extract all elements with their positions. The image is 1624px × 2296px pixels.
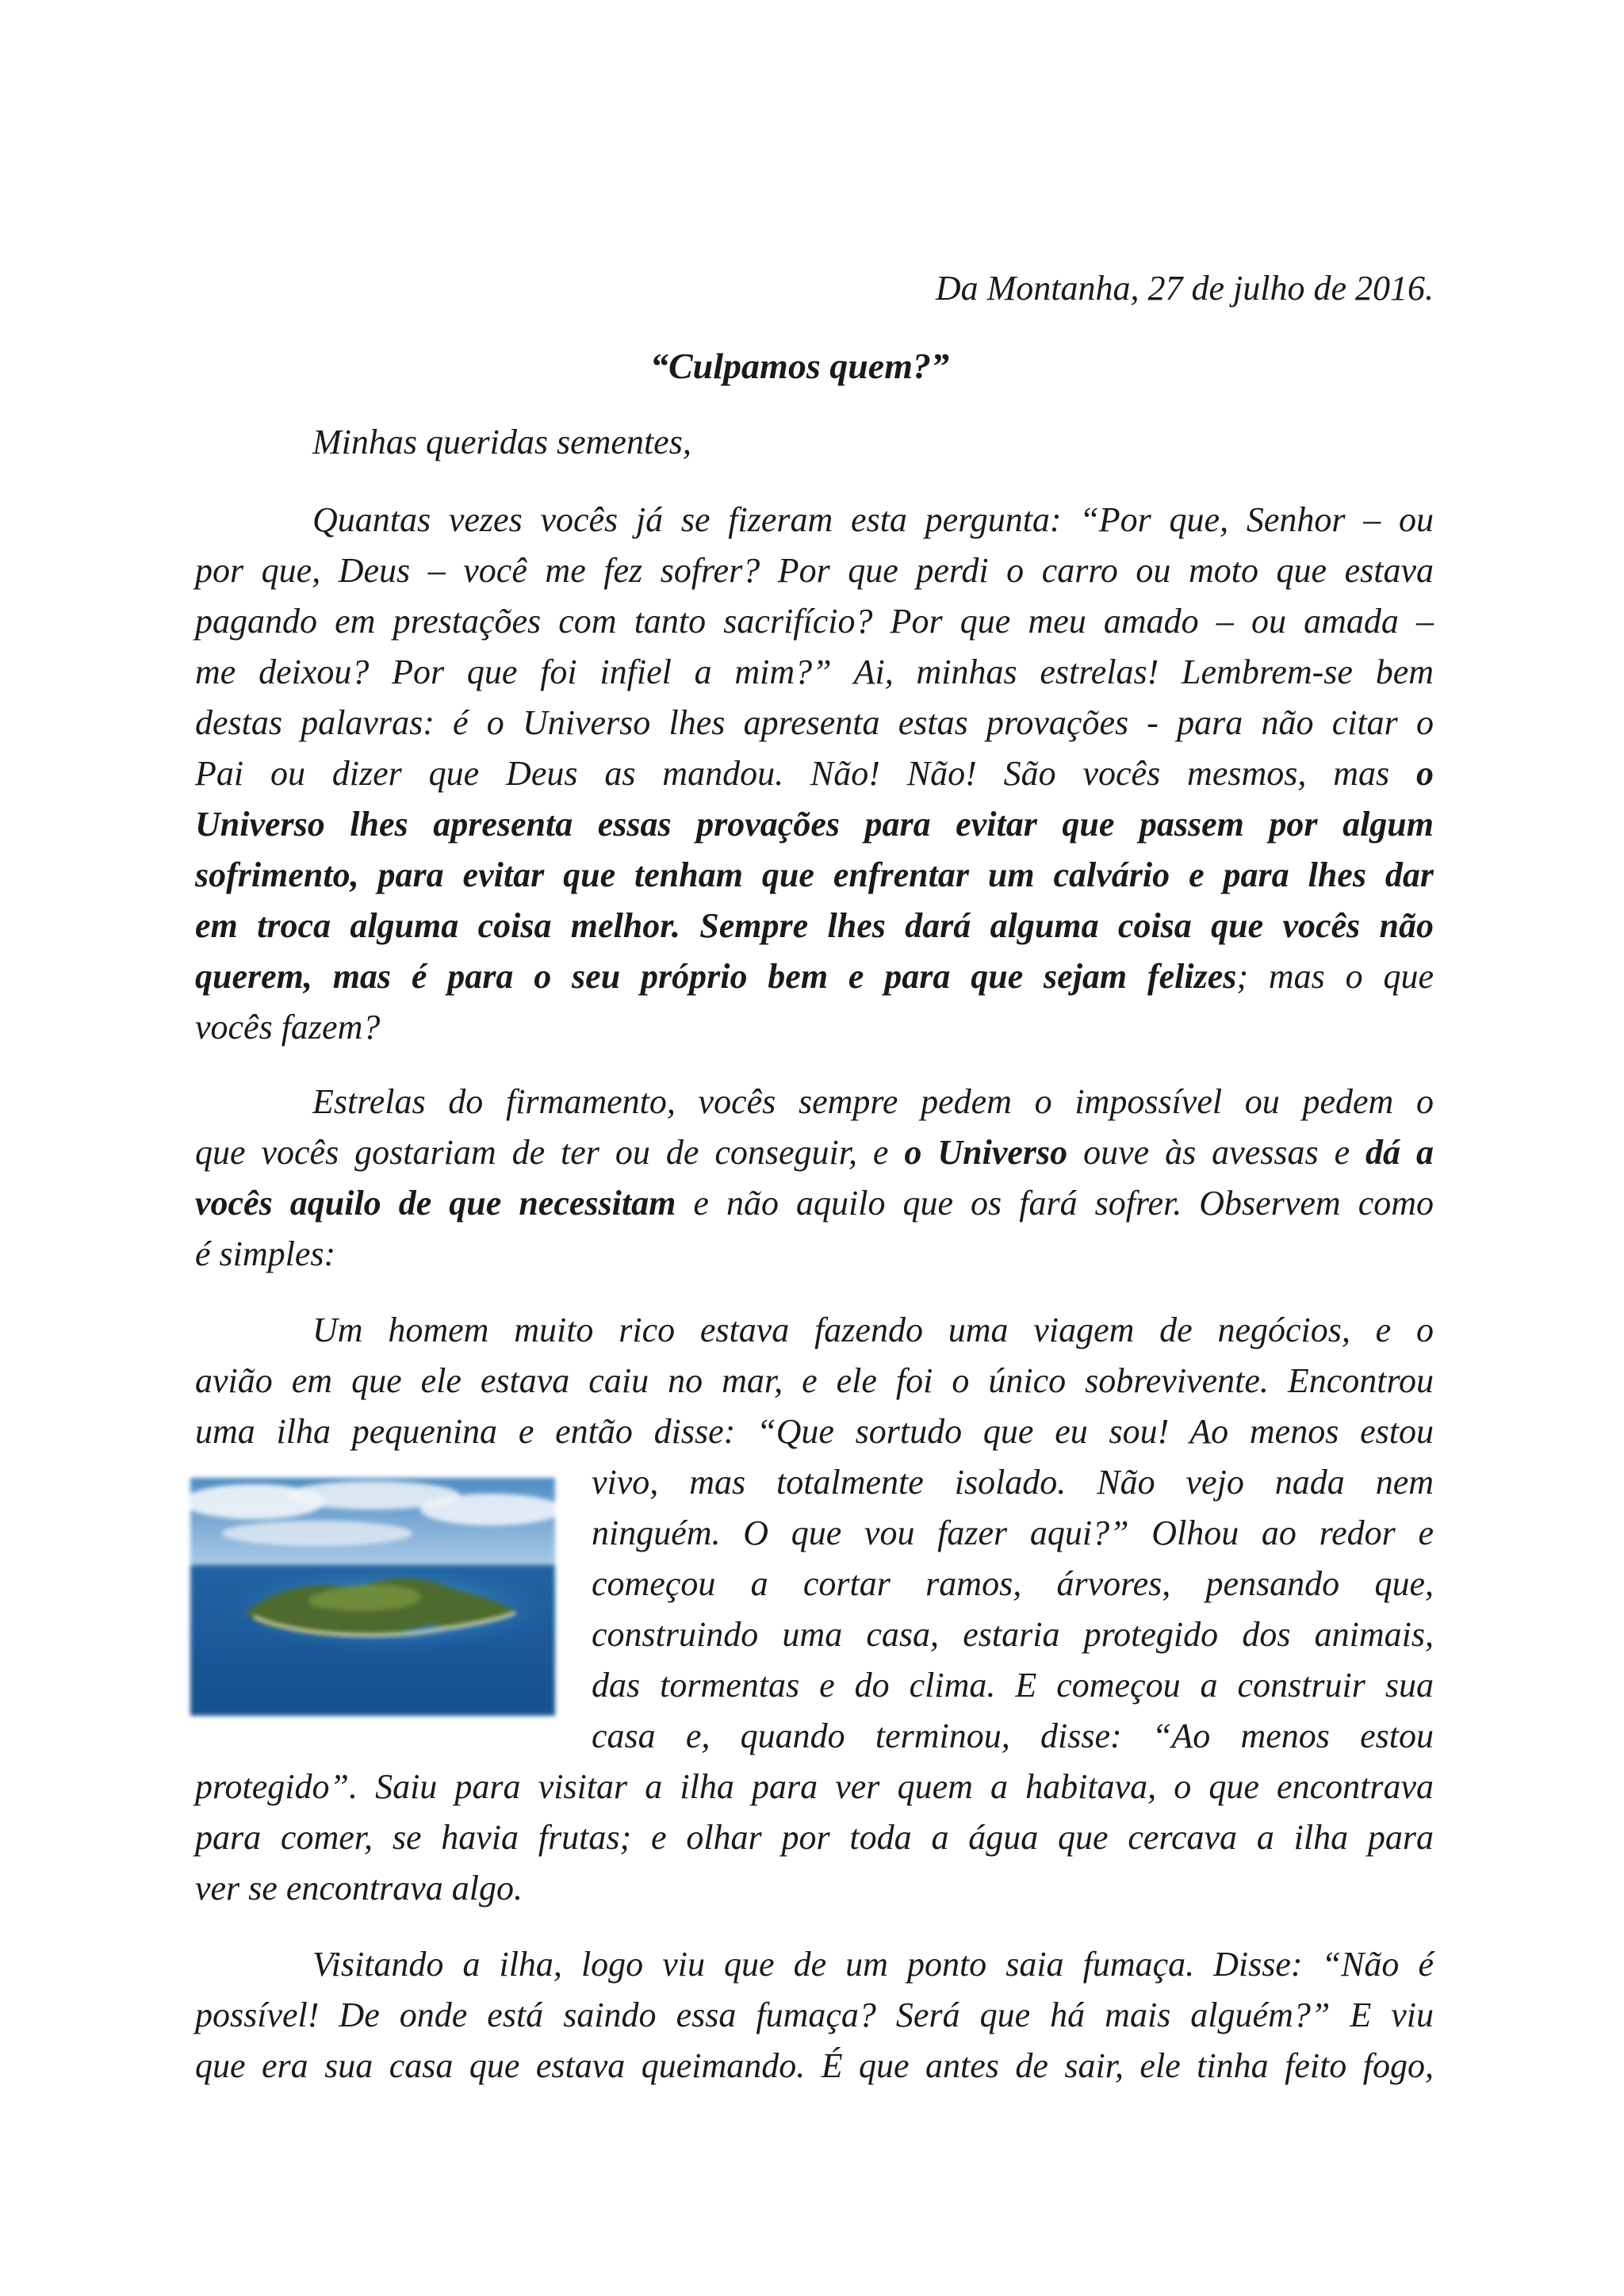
letter-greeting: Minhas queridas sementes, <box>312 423 691 461</box>
text-line: Quantas vezes vocês já se fizeram esta pergunta: “Por que, Senhor – ou <box>312 500 1434 539</box>
island-photo-icon <box>190 1478 555 1716</box>
text-line: casa e, quando terminou, disse: “Ao menos estou <box>592 1716 1434 1755</box>
text-line: construindo uma casa, estaria protegido dos animais, <box>592 1615 1434 1654</box>
text-span: e não aquilo que os fará sofrer. Observem como <box>693 1184 1434 1223</box>
bold-span: Universo lhes apresenta essas provações para evitar que passem por algum <box>195 805 1434 844</box>
text-line: Estrelas do firmamento, vocês sempre pedem o impossível ou pedem o <box>312 1082 1434 1121</box>
text-line <box>195 1178 1434 1229</box>
text-line: por que, Deus – você me fez sofrer? Por que perdi o carro ou moto que estava <box>195 551 1434 590</box>
letter-title: “Culpamos quem?” <box>650 346 950 386</box>
text-line: é simples: <box>195 1234 336 1273</box>
text-line: para comer, se havia frutas; e olhar por toda a água que cercava a ilha para <box>195 1818 1434 1857</box>
text-span: Pai ou dizer que Deus as mandou. Não! Não! São vocês mesmos, mas <box>195 754 1390 793</box>
text-line <box>195 748 1434 799</box>
text-line: Visitando a ilha, logo viu que de um ponto saia fumaça. Disse: “Não é <box>312 1945 1434 1984</box>
bold-span: sofrimento, para evitar que tenham que enfrentar um calvário e para lhes dar <box>195 855 1434 894</box>
text-line: avião em que ele estava caiu no mar, e ele foi o único sobrevivente. Encontrou <box>195 1361 1434 1400</box>
letter-date: Da Montanha, 27 de julho de 2016. <box>935 269 1434 308</box>
text-line: me deixou? Por que foi infiel a mim?” Ai, minhas estrelas! Lembrem-se bem <box>195 652 1434 691</box>
bold-span: em troca alguma coisa melhor. Sempre lhes dará alguma coisa que vocês não <box>195 906 1434 945</box>
text-line: Um homem muito rico estava fazendo uma viagem de negócios, e o <box>312 1311 1434 1349</box>
text-span: ; mas o que <box>1236 957 1434 996</box>
text-line: ninguém. O que vou fazer aqui?” Olhou ao redor e <box>592 1513 1434 1552</box>
text-line: das tormentas e do clima. E começou a construir sua <box>592 1666 1434 1705</box>
text-line: vivo, mas totalmente isolado. Não vejo nada nem <box>592 1463 1434 1502</box>
text-line: ver se encontrava algo. <box>195 1869 523 1908</box>
text-line: começou a cortar ramos, árvores, pensando que, <box>592 1564 1434 1603</box>
text-line: pagando em prestações com tanto sacrifício? Por que meu amado – ou amada – <box>195 602 1434 641</box>
text-line-bold <box>195 850 1434 901</box>
text-span: ouve às avessas e <box>1083 1133 1350 1172</box>
text-span: que vocês gostariam de ter ou de conseguir, e <box>195 1133 889 1172</box>
text-line: destas palavras: é o Universo lhes apresenta estas provações - para não citar o <box>195 703 1434 742</box>
text-line: que era sua casa que estava queimando. É que antes de sair, ele tinha feito fogo, <box>195 2046 1434 2085</box>
text-line: uma ilha pequenina e então disse: “Que sortudo que eu sou! Ao menos estou <box>195 1412 1434 1451</box>
text-line-bold <box>195 799 1434 850</box>
text-line <box>195 1127 1434 1178</box>
text-line <box>195 951 1434 1002</box>
bold-span: dá a <box>1365 1133 1434 1172</box>
bold-span: o <box>1416 754 1434 793</box>
bold-span: o Universo <box>904 1133 1068 1172</box>
text-line: vocês fazem? <box>195 1008 381 1047</box>
text-line: possível! De onde está saindo essa fumaça? Será que há mais alguém?” E viu <box>195 1996 1434 2034</box>
bold-span: vocês aquilo de que necessitam <box>195 1184 676 1223</box>
text-line-bold <box>195 901 1434 951</box>
bold-span: querem, mas é para o seu próprio bem e para que sejam felizes <box>195 957 1237 996</box>
text-line: protegido”. Saiu para visitar a ilha para ver quem a habitava, o que encontrava <box>195 1767 1434 1806</box>
